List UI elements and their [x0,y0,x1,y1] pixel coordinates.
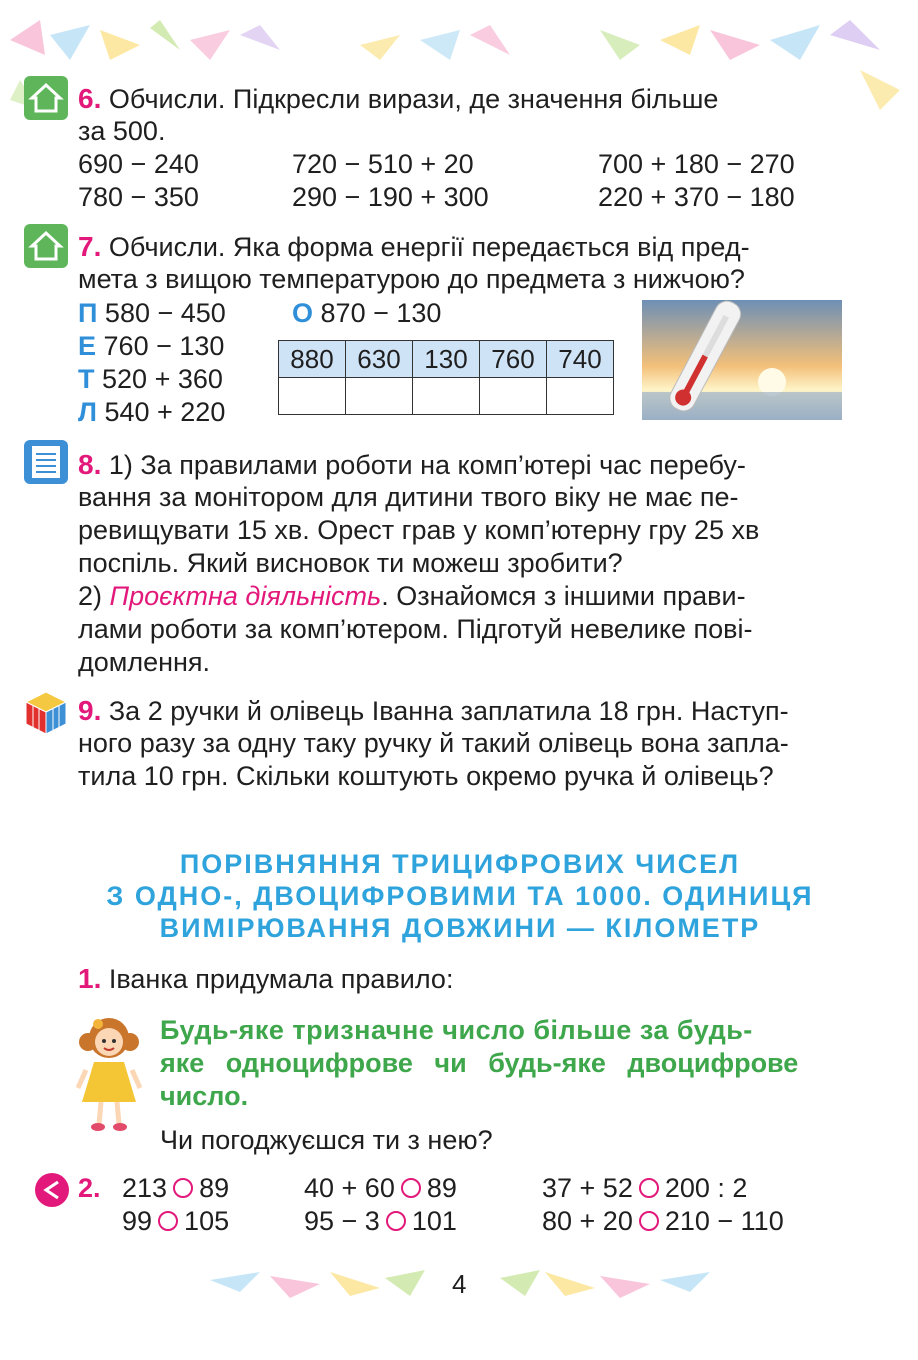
task8-text: поспіль. Який висновок ти можеш зробити? [78,548,623,578]
task9-text: За 2 ручки й олівець Іванна заплатила 18 грн. Наступ- [108,696,789,726]
expr: 580 − 450 [104,298,226,328]
left-value: 213 [122,1173,168,1203]
right-value: 101 [411,1206,457,1236]
task6-number: 6. [78,83,102,114]
rubiks-cube-icon [22,688,70,736]
task7-item [78,330,224,363]
ex2-compare [542,1172,747,1205]
ex1-number: 1. [78,963,102,994]
answer-table [278,340,614,415]
left-value: 37 + 52 [542,1173,633,1203]
ex2-compare [122,1172,229,1205]
letter: Л [78,397,97,427]
task7-item [292,297,441,330]
page-number: 4 [452,1269,467,1299]
compare-circle[interactable] [173,1178,193,1198]
right-value: 210 − 110 [664,1206,784,1236]
task9-text: ного разу за одну таку ручку й такий олівець вона запла- [78,728,789,758]
answer-cell[interactable] [480,378,547,415]
ex2-compare [542,1205,784,1238]
task8-number: 8. [78,449,102,480]
ex2-compare [122,1205,229,1238]
task6-expr: 780 − 350 [78,182,199,212]
letter: П [78,298,98,328]
task7-line1 [78,230,750,264]
ex1-intro-text: Іванка придумала правило: [108,964,454,994]
letter: Е [78,331,97,361]
right-value: 89 [199,1173,230,1203]
task8-text: домлення. [78,647,211,677]
task7-number: 7. [78,231,102,262]
thermometer-sunset-image [642,300,842,420]
task7-item [78,396,225,429]
compare-circle[interactable] [639,1211,659,1231]
compare-circle[interactable] [386,1211,406,1231]
task8-text: 1) За правилами роботи на комп’ютері час перебу- [108,450,746,480]
ex2-compare [304,1172,457,1205]
compare-icon [34,1172,70,1208]
section-heading-line2: З ОДНО-, ДВОЦИФРОВИМИ ТА 1000. ОДИНИЦЯ [106,881,814,911]
task9-number: 9. [78,695,102,726]
rule-text: яке одноцифрове чи будь-яке двоцифрове [160,1048,799,1078]
girl-illustration [74,1010,144,1134]
task8-part2-prefix: 2) [78,581,110,611]
task6-expr: 720 − 510 + 20 [292,149,474,179]
rule-text: Будь-яке тризначне число більше за будь- [160,1015,753,1045]
answer-cell[interactable] [279,378,346,415]
task8-text: вання за монітором для дитини твого віку не має пе- [78,482,739,512]
ex1-intro [78,962,453,996]
task8-text: лами роботи за комп’ютером. Підготуй невелике пові- [78,614,753,644]
table-cell: 880 [279,341,346,378]
task6-line1: Обчисли. Підкресли вирази, де значення більше [108,84,719,114]
expr: 870 − 130 [320,298,442,328]
task8-text: . Ознайомся з іншими прави- [381,581,746,611]
compare-circle[interactable] [401,1178,421,1198]
task7-line2: мета з вищою температурою до предмета з нижчою? [78,264,745,294]
letter: О [292,298,314,328]
right-value: 105 [184,1206,230,1236]
compare-circle[interactable] [158,1211,178,1231]
left-value: 95 − 3 [304,1206,380,1236]
task7-line1-text: Обчисли. Яка форма енергії передається від пред- [108,232,750,262]
home-task-icon [24,224,68,268]
table-cell: 740 [547,341,614,378]
table-cell: 760 [480,341,547,378]
task9-text: тила 10 грн. Скільки коштують окремо ручка й олівець? [78,761,774,791]
right-value: 89 [426,1173,457,1203]
task6-expr: 700 + 180 − 270 [598,149,795,179]
table-cell: 130 [413,341,480,378]
task8-text: ревищувати 15 хв. Орест грав у комп’ютерну гру 25 хв [78,515,760,545]
ex2-number: 2. [78,1173,101,1203]
compare-circle[interactable] [639,1178,659,1198]
task6-expr: 290 − 190 + 300 [292,182,489,212]
ex2-compare [304,1205,457,1238]
task6-expr: 220 + 370 − 180 [598,182,795,212]
expr: 760 − 130 [103,331,225,361]
task9-line1 [78,694,789,728]
answer-cell[interactable] [346,378,413,415]
rule-text: число. [160,1081,249,1111]
section-heading-line1: ПОРІВНЯННЯ ТРИЦИФРОВИХ ЧИСЕЛ [179,849,741,879]
task6-line2: за 500. [78,116,166,146]
task8-line1 [78,448,746,482]
ex1-question: Чи погоджуєшся ти з нею? [160,1125,493,1155]
task8-part2-line1 [78,580,746,613]
left-value: 80 + 20 [542,1206,633,1236]
project-activity-label: Проєктна діяльність [109,581,382,611]
task6-text [78,82,842,116]
task7-item [78,297,226,330]
expr: 540 + 220 [104,397,226,427]
answer-cell[interactable] [413,378,480,415]
home-task-icon [24,76,68,120]
section-heading-line3: ВИМІРЮВАННЯ ДОВЖИНИ — КІЛОМЕТР [159,913,761,943]
task6-expr: 690 − 240 [78,149,199,179]
expr: 520 + 360 [102,364,223,394]
answer-cell[interactable] [547,378,614,415]
right-value: 200 : 2 [664,1173,748,1203]
notebook-icon [24,440,68,484]
left-value: 40 + 60 [304,1173,395,1203]
task7-item [78,363,223,396]
table-cell: 630 [346,341,413,378]
left-value: 99 [122,1206,153,1236]
letter: Т [78,364,95,394]
